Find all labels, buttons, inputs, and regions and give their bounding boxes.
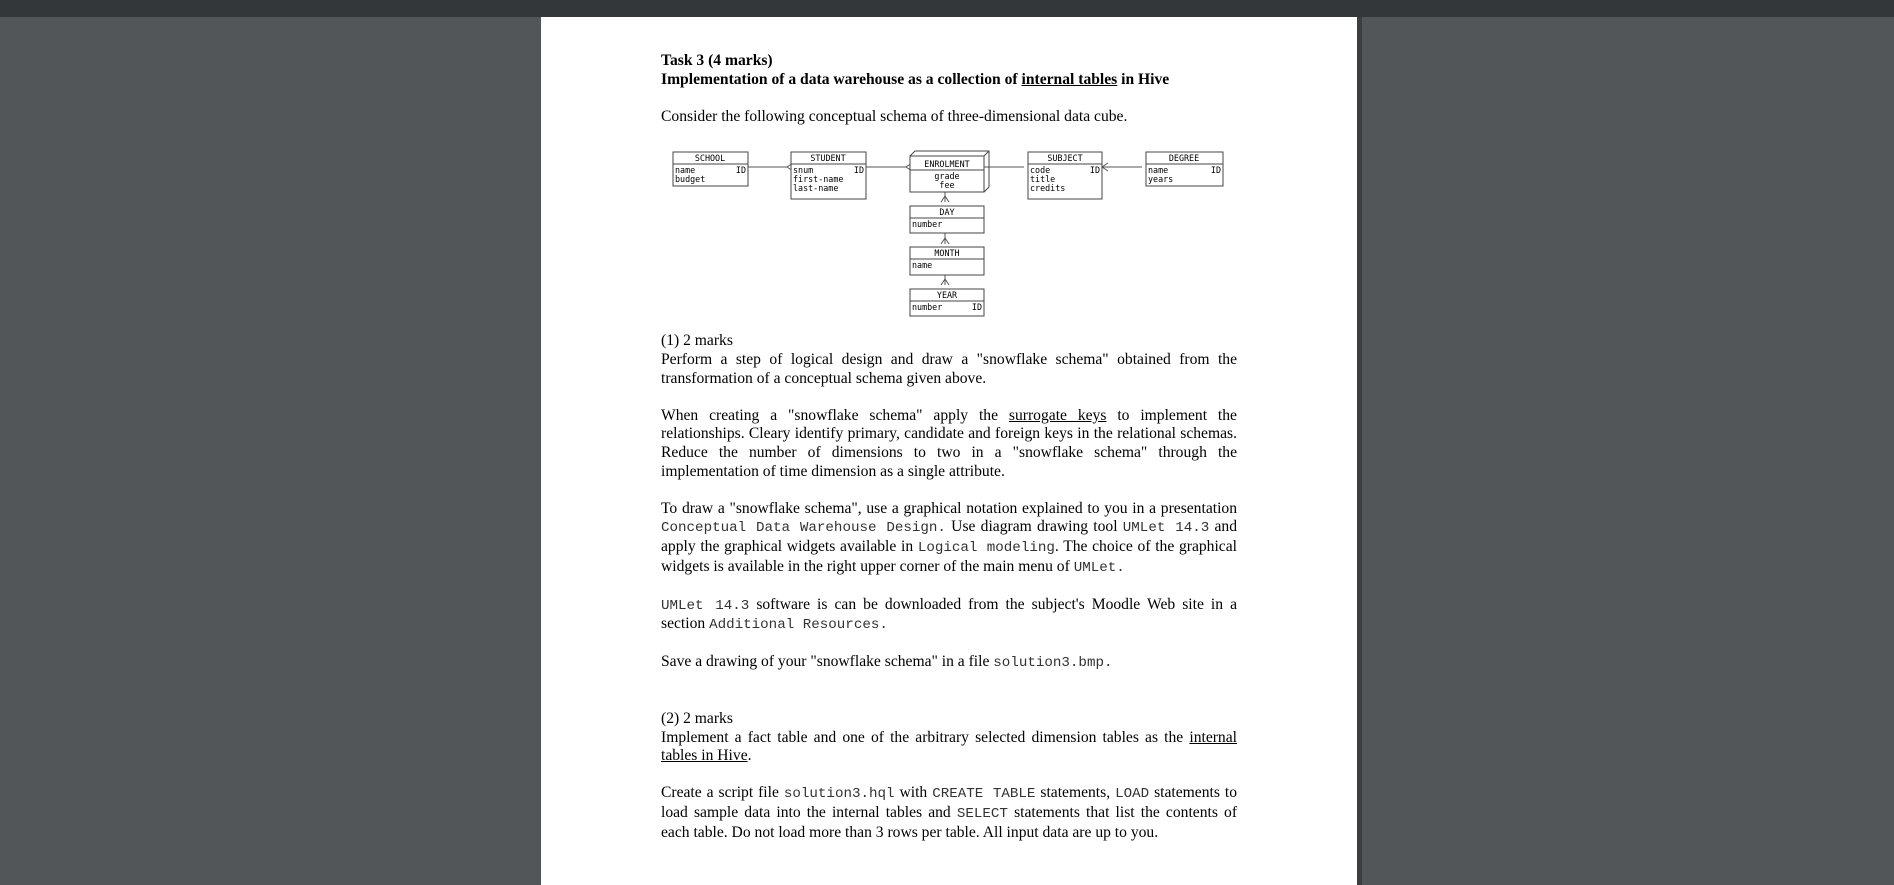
intro-text: Consider the following conceptual schema of three-dimensional data cube. bbox=[661, 107, 1128, 125]
text-run: to implement the relationships. Cleary identify primary, candidate and foreign keys in the relational schemas. Reduce the number of dimensions to two in a "snowflake schema" through the implementation of time dimension as a single attribute. bbox=[661, 406, 1237, 480]
task-title: Task 3 (4 marks) bbox=[661, 52, 773, 69]
part1-paragraph-3 bbox=[661, 500, 1237, 577]
conceptual-schema-diagram bbox=[661, 137, 1237, 322]
month-attr: name bbox=[912, 260, 933, 271]
subject-id: ID bbox=[1089, 165, 1100, 176]
school-attr: budget bbox=[675, 174, 706, 185]
internal-tables-hive-emphasis: internal tables in Hive bbox=[661, 728, 1237, 765]
text-run: Create a script file bbox=[661, 784, 784, 802]
enrolment-title: ENROLMENT bbox=[924, 159, 970, 170]
code-text: solution3.bmp. bbox=[993, 655, 1113, 672]
part1-paragraph-1: Perform a step of logical design and draw a "snowflake schema" obtained from the transformation of a conceptual schema given above. bbox=[661, 350, 1237, 387]
text-run: statements, bbox=[1035, 784, 1116, 802]
subject-attr: code bbox=[1030, 165, 1051, 176]
task-subtitle-suffix: in Hive bbox=[1117, 70, 1170, 88]
year-attr: number bbox=[912, 302, 943, 313]
code-text: CREATE TABLE bbox=[932, 786, 1036, 803]
text-run: Save a drawing of your "snowflake schema" in a file bbox=[661, 653, 994, 671]
degree-id: ID bbox=[1210, 165, 1221, 176]
subject-title: SUBJECT bbox=[1047, 153, 1083, 164]
degree-attr: name bbox=[1148, 165, 1169, 176]
task-subtitle-text: Implementation of a data warehouse as a collection of bbox=[661, 70, 1022, 88]
part2-paragraph-1 bbox=[661, 729, 1237, 766]
text-run: statements to load sample data into the internal tables and bbox=[661, 784, 1237, 822]
code-text: UMLet 14.3 bbox=[1122, 520, 1210, 537]
school-attr: name bbox=[675, 165, 696, 176]
task-subtitle bbox=[661, 71, 1237, 90]
code-text: SELECT bbox=[956, 806, 1008, 823]
school-title: SCHOOL bbox=[694, 153, 726, 164]
text-run: To draw a "snowflake schema", use a graphical notation explained to you in a presentation bbox=[661, 499, 1237, 517]
code-text: LOAD bbox=[1115, 786, 1150, 803]
part1-heading: (1) 2 marks bbox=[661, 332, 733, 350]
page-content bbox=[661, 52, 1237, 842]
code-text: Conceptual Data Warehouse Design. bbox=[661, 520, 946, 537]
surrogate-keys-emphasis: surrogate keys bbox=[1008, 406, 1107, 424]
year-title: YEAR bbox=[936, 290, 958, 301]
internal-tables-emphasis: internal tables bbox=[1021, 70, 1118, 88]
text-run: Use diagram drawing tool bbox=[945, 518, 1123, 536]
text-run: with bbox=[894, 784, 933, 802]
text-run: statements that list the contents of each table. Do not load more than 3 rows per table. All input data are up to you. bbox=[661, 804, 1238, 841]
day-attr: number bbox=[912, 219, 943, 230]
enrolment-attr: fee bbox=[939, 180, 955, 191]
code-text: UMLet. bbox=[1073, 559, 1125, 576]
text-run: and apply the graphical widgets available in bbox=[661, 518, 1237, 555]
subject-attr: credits bbox=[1030, 183, 1066, 194]
code-text: Additional Resources. bbox=[709, 617, 888, 634]
month-title: MONTH bbox=[934, 248, 960, 259]
part2-paragraph-2 bbox=[661, 784, 1237, 842]
student-attr: last-name bbox=[793, 183, 839, 194]
viewer-toolbar bbox=[0, 0, 1894, 17]
student-attr: first-name bbox=[793, 174, 844, 185]
subject-attr: title bbox=[1030, 174, 1056, 185]
code-text: solution3.hql bbox=[783, 786, 895, 803]
part1-paragraph-5 bbox=[661, 653, 1237, 673]
document-page bbox=[541, 17, 1357, 885]
student-attr: snum bbox=[793, 165, 814, 176]
student-id: ID bbox=[853, 165, 864, 176]
enrolment-attr: grade bbox=[934, 171, 960, 182]
code-text: Logical modeling bbox=[917, 539, 1055, 556]
page-scrollbar[interactable] bbox=[1357, 17, 1362, 885]
student-title: STUDENT bbox=[810, 153, 846, 164]
year-id: ID bbox=[971, 302, 982, 313]
part2-heading: (2) 2 marks bbox=[661, 710, 733, 728]
day-title: DAY bbox=[939, 207, 955, 218]
text-run: Implement a fact table and one of the arbitrary selected dimension tables as the bbox=[661, 728, 1190, 746]
part1-paragraph-4 bbox=[661, 596, 1237, 635]
diagram-canvas bbox=[661, 137, 1237, 322]
text-run: software is can be downloaded from the subject's Moodle Web site in a section bbox=[661, 595, 1237, 633]
school-id: ID bbox=[735, 165, 746, 176]
text-run: . The choice of the graphical widgets is available in the right upper corner of the main menu of bbox=[661, 537, 1237, 575]
degree-title: DEGREE bbox=[1168, 153, 1200, 164]
part1-paragraph-2 bbox=[661, 407, 1237, 481]
degree-attr: years bbox=[1148, 174, 1174, 185]
text-run: When creating a "snowflake schema" apply the bbox=[661, 406, 1009, 424]
text-run: . bbox=[747, 747, 752, 765]
code-text: UMLet 14.3 bbox=[661, 597, 750, 614]
